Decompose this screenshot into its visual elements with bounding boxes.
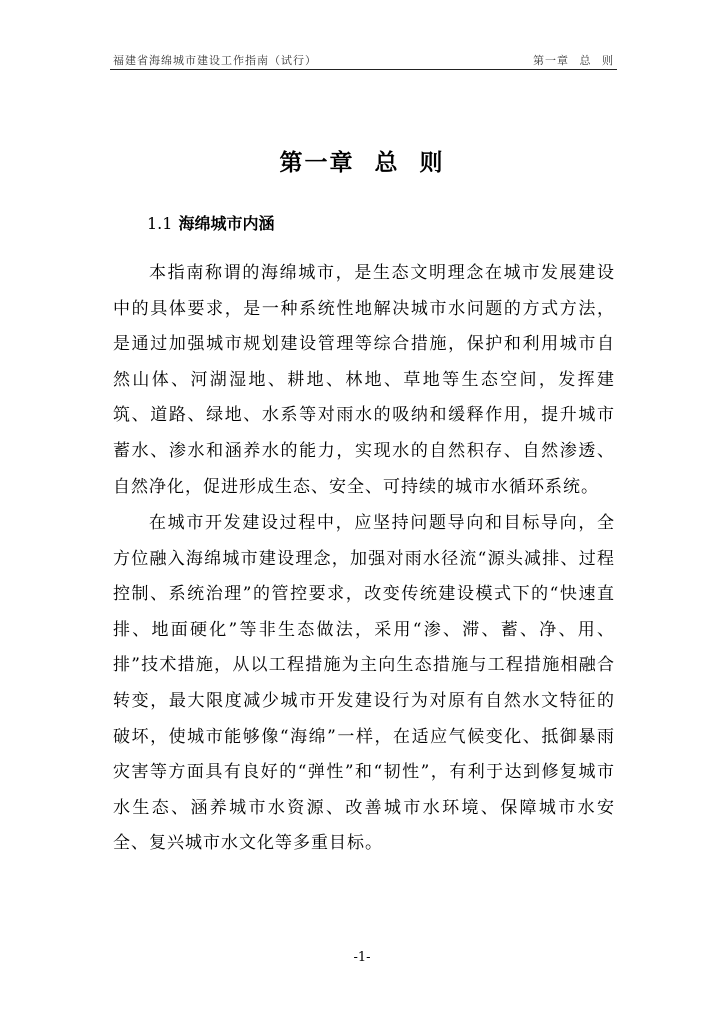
body-paragraph: 本指南称谓的海绵城市，是生态文明理念在城市发展建设中的具体要求，是一种系统性地解决城市水问题的方式方法，是通过加强城市规划建设管理等综合措施，保护和利用城市自然山体、河湖湿地、耕地、林地、草地等生态空间，发挥建筑、道路、绿地、水系等对雨水的吸纳和缓释作用，提升城市蓄水、渗水和涵养水的能力，实现水的自然积存、自然渗透、自然净化，促进形成生态、安全、可持续的城市水循环系统。 bbox=[113, 263, 615, 497]
running-header bbox=[113, 50, 614, 68]
header-document-title: 福建省海绵城市建设工作指南（试行） bbox=[113, 54, 317, 67]
header-chapter-label: 第一章 总 则 bbox=[533, 54, 614, 67]
header-divider bbox=[110, 69, 617, 70]
page-number: -1- bbox=[353, 950, 371, 965]
body-paragraph: 在城市开发建设过程中，应坚持问题导向和目标导向，全方位融入海绵城市建设理念，加强对雨水径流“源头减排、过程控制、系统治理”的管控要求，改变传统建设模式下的“快速直排、地面硬化”等非生态做法，采用“渗、滞、蓄、净、用、排”技术措施，从以工程措施为主向生态措施与工程措施相融合转变，最大限度减少城市开发建设行为对原有自然水文特征的破坏，使城市能够像“海绵”一样，在适应气候变化、抵御暴雨灾害等方面具有良好的“弹性”和“韧性”，有利于达到修复城市水生态、涵养城市水资源、改善城市水环境、保障城市水安全、复兴城市水文化等多重目标。 bbox=[113, 513, 615, 854]
chapter-title: 第一章 总 则 bbox=[279, 150, 445, 176]
section-heading bbox=[147, 211, 274, 234]
section-title: 海绵城市内涵 bbox=[178, 214, 275, 233]
section-number: 1.1 bbox=[147, 214, 173, 233]
